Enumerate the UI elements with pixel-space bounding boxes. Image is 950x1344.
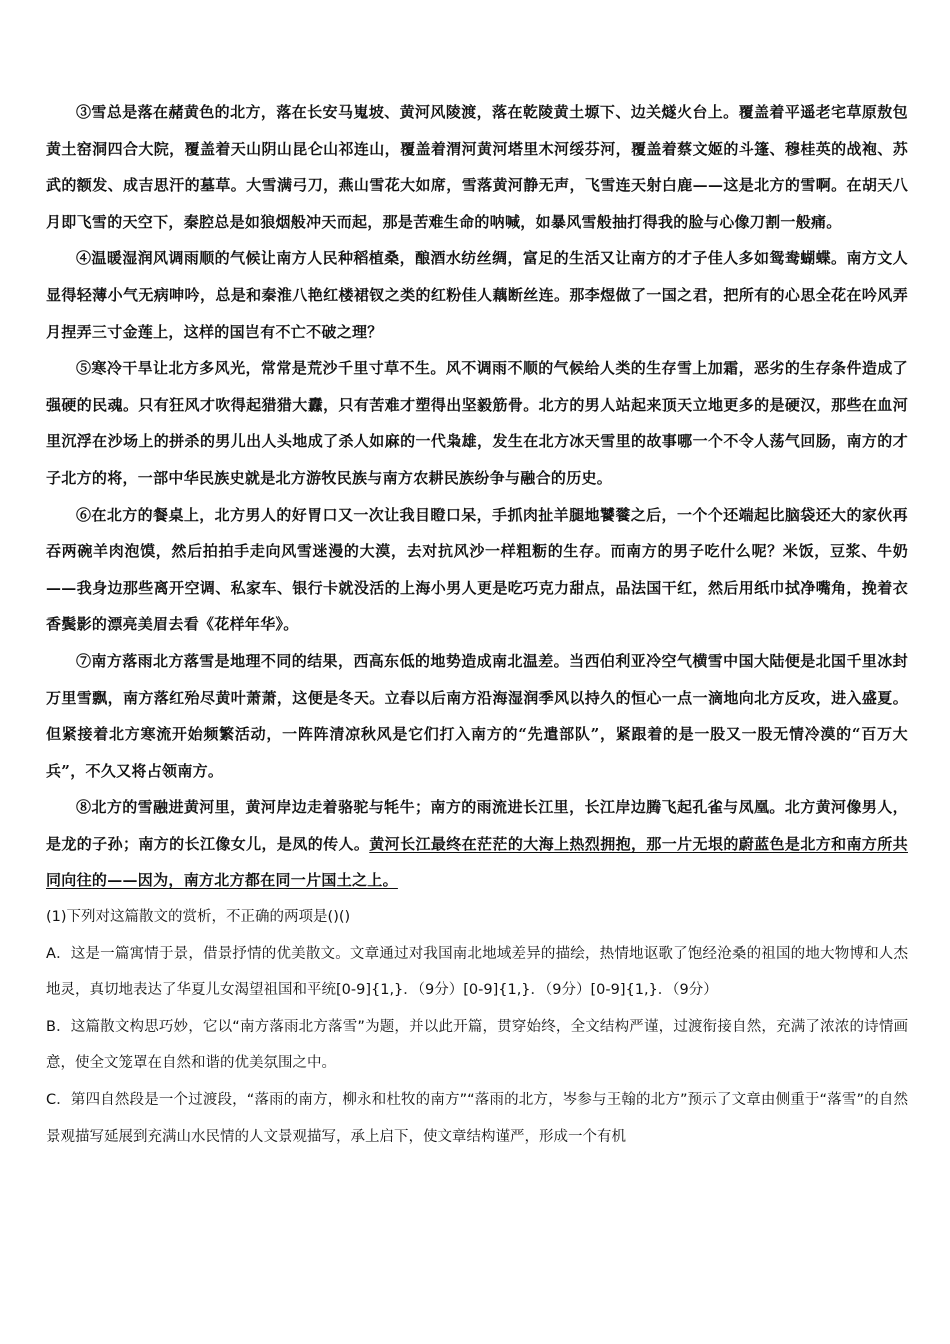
paragraph-4-text: ④温暖湿润风调雨顺的气候让南方人民种稻植桑，酿酒水纺丝绸，富足的生活又让南方的才子佳人多如鸳鸯蝴蝶。南方文人显得轻薄小气无病呻吟，总是和秦淮八艳红楼裙钗之类的红粉佳人藕断丝连。那李煜做了一国之君，把所有的心思全花在吟风弄月捏弄三寸金莲上，这样的国岂有不亡不破之理？ [46,249,908,341]
paragraph-7 [46,643,908,789]
question-stem: (1)下列对这篇散文的赏析，不正确的两项是()() [46,909,351,926]
paragraph-6-text: ⑥在北方的餐桌上，北方男人的好胃口又一次让我目瞪口呆，手抓肉扯羊腿地饕餮之后，一个个还端起比脑袋还大的家伙再吞两碗羊肉泡馍，然后拍拍手走向风雪迷漫的大漠，去对抗风沙一样粗粝的生存。而南方的男子吃什么呢？米饭，豆浆、牛奶——我身边那些离开空调、私家车、银行卡就没活的上海小男人更是吃巧克力甜点，品法国干红，然后用纸巾拭净嘴角，挽着衣香鬓影的漂亮美眉去看《花样年华》。 [46,505,908,634]
paragraph-5-text: ⑤寒冷干旱让北方多风光，常常是荒沙千里寸草不生。风不调雨不顺的气候给人类的生存雪上加霜，恶劣的生存条件造成了强硬的民魂。只有狂风才吹得起猎猎大纛，只有苦难才塑得出坚毅筋骨。北方的男人站起来顶天立地更多的是硬汉，那些在血河里沉浮在沙场上的拼杀的男儿出人头地成了杀人如麻的一代枭雄，发生在北方冰天雪里的故事哪一个不令人荡气回肠，南方的才子北方的将，一部中华民族史就是北方游牧民族与南方农耕民族纷争与融合的历史。 [46,359,908,487]
paragraph-7-text: ⑦南方落雨北方落雪是地理不同的结果，西高东低的地势造成南北温差。当西伯利亚冷空气横雪中国大陆便是北国千里冰封万里雪飘，南方落红殆尽黄叶萧萧，这便是冬天。立春以后南方沿海湿润季风以持久的恒心一点一滴地向北方反攻，进入盛夏。但紧接着北方寒流开始频繁活动，一阵阵清凉秋风是它们打入南方的“先遣部队”，紧跟着的是一股又一股无情冷漠的“百万大兵”，不久又将占领南方。 [46,651,908,780]
paragraph-5 [46,350,908,496]
paragraph-4 [46,240,908,350]
paragraph-6 [46,497,908,643]
paragraph-3-text: ③雪总是落在赭黄色的北方，落在长安马嵬坡、黄河风陵渡，落在乾陵黄土塬下、边关燧火台上。覆盖着平遥老宅草原敖包黄土窑洞四合大院，覆盖着天山阴山昆仑山祁连山，覆盖着渭河黄河塔里木河绥芬河，覆盖着蔡文姬的斗篷、穆桂英的战袍、苏武的额发、成吉思汗的墓草。大雪满弓刀，燕山雪花大如席，雪落黄河静无声，飞雪连天射白鹿——这是北方的雪啊。在胡天八月即飞雪的天空下，秦腔总是如狼烟般冲天而起，那是苦难生命的呐喊，如暴风雪般抽打得我的脸与心像刀割一般痛。 [46,103,908,231]
paragraph-8-text: ⑧北方的雪融进黄河里，黄河岸边走着骆驼与牦牛；南方的雨流进长江里，长江岸边腾飞起孔雀与凤凰。北方黄河像男人，是龙的子孙；南方的长江像女儿，是凤的传人。 [46,798,908,853]
option-a: A．这是一篇寓情于景，借景抒情的优美散文。文章通过对我国南北地域差异的描绘，热情地讴歌了饱经沧桑的祖国的地大物博和人杰地灵，真切地表达了华夏儿女渴望祖国和平统[0-9]{1,}．（9分）[0-9]{1,}．（9分）[0-9]{1,}．（9分） [46,945,908,999]
paragraph-3 [46,94,908,240]
option-c: C．第四自然段是一个过渡段，“落雨的南方，柳永和杜牧的南方”“落雨的北方，岑参与王翰的北方”预示了文章由侧重于“落雪”的自然景观描写延展到充满山水民情的人文景观描写，承上启下，使文章结构谨严，形成一个有机 [46,1092,908,1145]
paragraph-8 [46,789,908,899]
underlined-sentence: 黄河长江最终在茫茫的大海上热烈拥抱，那一片无垠的蔚蓝色是北方和南方所共同向往的——因为，南方北方都在同一片国土之上。 [46,834,908,890]
document-page [46,94,908,1155]
option-b: B．这篇散文构思巧妙，它以“南方落雨北方落雪”为题，并以此开篇，贯穿始终，全文结构严谨，过渡衔接自然，充满了浓浓的诗情画意，使全文笼罩在自然和谐的优美氛围之中。 [46,1018,908,1072]
